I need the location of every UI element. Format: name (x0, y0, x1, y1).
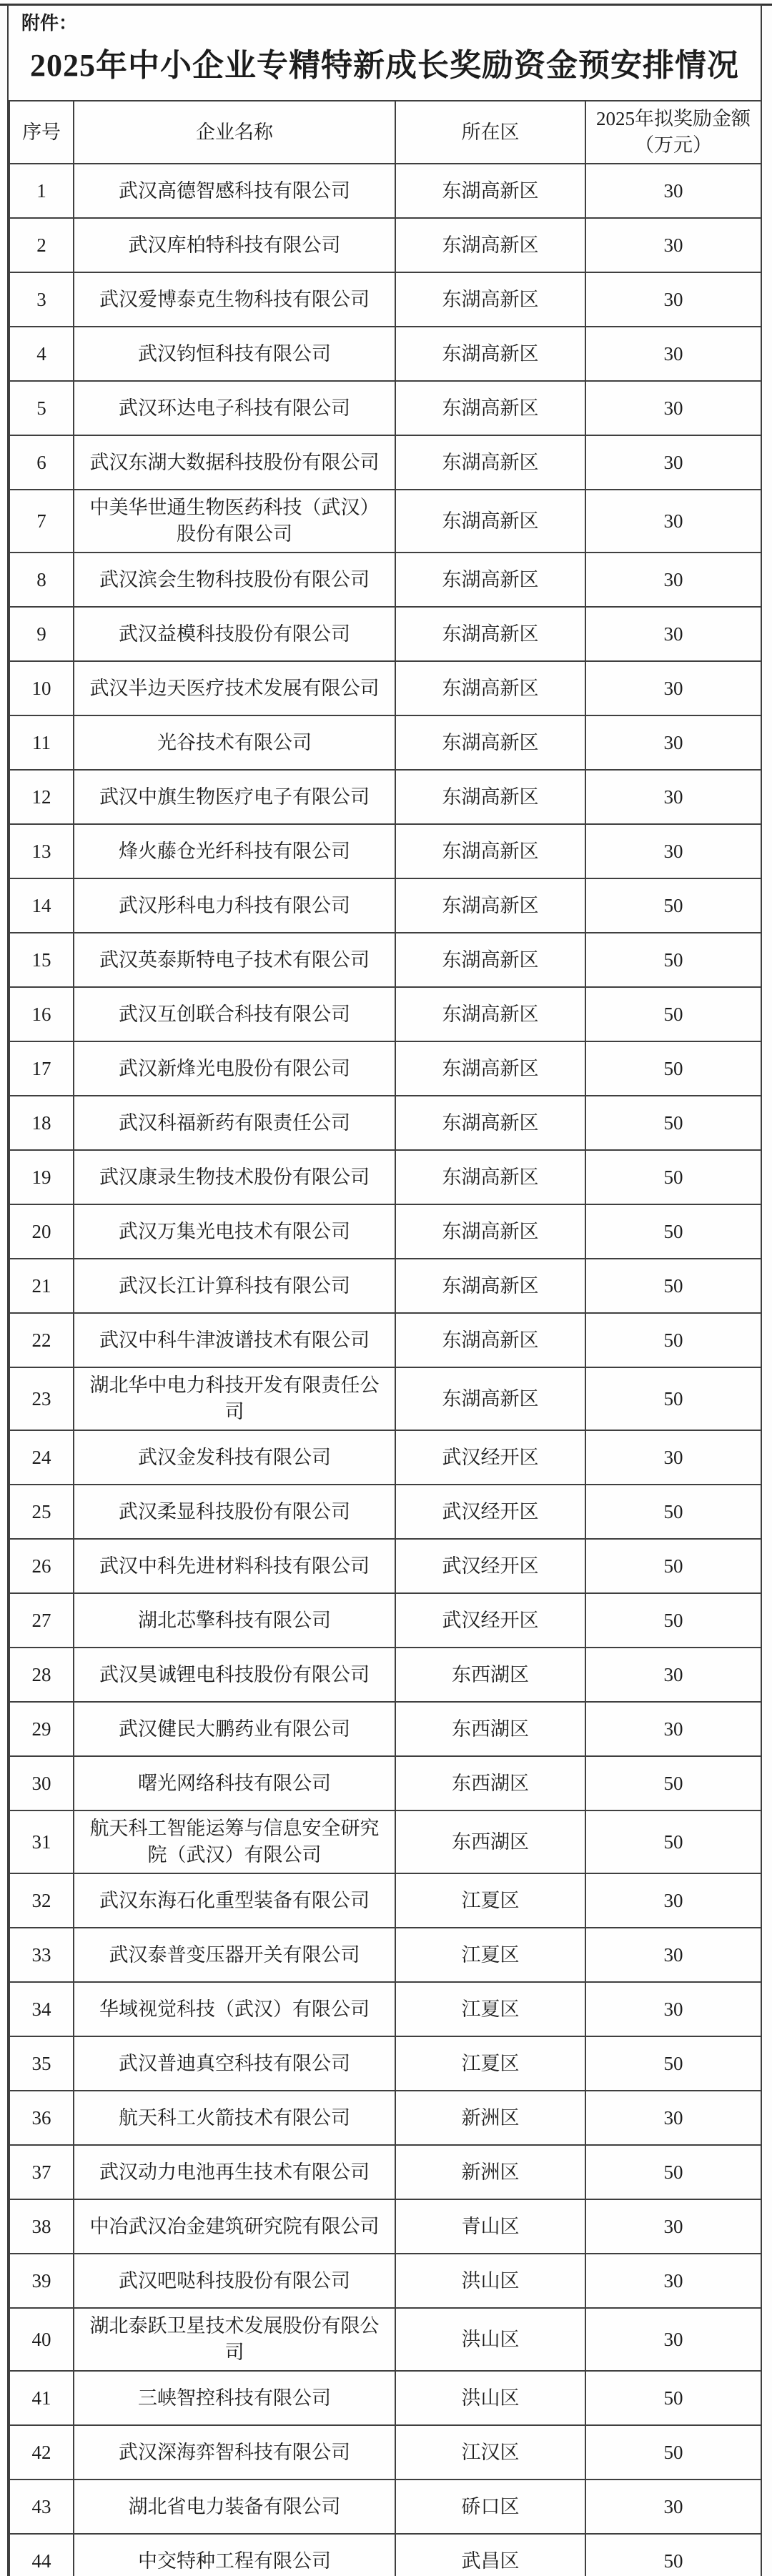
table-row (9, 1810, 761, 1873)
index-cell: 16 (9, 987, 74, 1041)
amount-cell: 50 (585, 2425, 761, 2480)
amount-cell: 30 (585, 824, 761, 878)
company-cell: 烽火藤仓光纤科技有限公司 (74, 824, 395, 878)
amount-cell: 30 (585, 2199, 761, 2254)
district-cell: 新洲区 (395, 2091, 585, 2145)
company-cell: 武汉普迪真空科技有限公司 (74, 2036, 395, 2091)
district-cell: 东湖高新区 (395, 661, 585, 715)
company-cell: 武汉新烽光电股份有限公司 (74, 1041, 395, 1096)
company-cell: 武汉健民大鹏药业有限公司 (74, 1702, 395, 1756)
company-cell: 武汉滨会生物科技股份有限公司 (74, 553, 395, 607)
amount-cell: 30 (585, 272, 761, 327)
index-cell: 39 (9, 2254, 74, 2308)
index-cell: 40 (9, 2308, 74, 2371)
district-cell: 新洲区 (395, 2145, 585, 2199)
reward-table (9, 100, 762, 2576)
district-cell: 东湖高新区 (395, 1313, 585, 1367)
amount-cell: 50 (585, 987, 761, 1041)
district-cell: 洪山区 (395, 2254, 585, 2308)
amount-cell: 50 (585, 1539, 761, 1593)
amount-cell: 30 (585, 327, 761, 381)
table-row (9, 1928, 761, 1982)
table-row (9, 218, 761, 272)
amount-cell: 30 (585, 164, 761, 218)
index-cell: 1 (9, 164, 74, 218)
index-cell: 7 (9, 490, 74, 553)
company-cell: 武汉泰普变压器开关有限公司 (74, 1928, 395, 1982)
amount-cell: 50 (585, 1150, 761, 1204)
index-cell: 27 (9, 1593, 74, 1648)
index-cell: 19 (9, 1150, 74, 1204)
district-cell: 东湖高新区 (395, 770, 585, 824)
district-cell: 东西湖区 (395, 1810, 585, 1873)
amount-cell: 50 (585, 1313, 761, 1367)
index-cell: 24 (9, 1430, 74, 1485)
district-cell: 江夏区 (395, 1928, 585, 1982)
company-cell: 武汉深海弈智科技有限公司 (74, 2425, 395, 2480)
index-cell: 31 (9, 1810, 74, 1873)
district-cell: 东湖高新区 (395, 327, 585, 381)
company-cell: 武汉昊诚锂电科技股份有限公司 (74, 1648, 395, 1702)
index-cell: 2 (9, 218, 74, 272)
amount-cell: 50 (585, 1367, 761, 1430)
amount-cell: 50 (585, 2145, 761, 2199)
district-cell: 武汉经开区 (395, 1593, 585, 1648)
table-row (9, 2371, 761, 2425)
amount-cell: 30 (585, 661, 761, 715)
company-cell: 武汉英泰斯特电子技术有限公司 (74, 933, 395, 987)
table-row (9, 770, 761, 824)
table-row (9, 1873, 761, 1928)
district-cell: 江夏区 (395, 1873, 585, 1928)
amount-cell: 30 (585, 2254, 761, 2308)
table-row (9, 1702, 761, 1756)
header-amount-line2: （万元） (635, 134, 712, 156)
index-cell: 25 (9, 1485, 74, 1539)
district-cell: 东湖高新区 (395, 164, 585, 218)
district-cell: 东湖高新区 (395, 218, 585, 272)
table-row (9, 2308, 761, 2371)
header-amount-line1: 2025年拟奖励金额 (596, 108, 751, 129)
district-cell: 江汉区 (395, 2425, 585, 2480)
district-cell: 东湖高新区 (395, 1367, 585, 1430)
company-cell: 武汉爱博泰克生物科技有限公司 (74, 272, 395, 327)
amount-cell: 50 (585, 1204, 761, 1259)
district-cell: 东湖高新区 (395, 607, 585, 661)
amount-cell: 30 (585, 490, 761, 553)
company-cell: 武汉动力电池再生技术有限公司 (74, 2145, 395, 2199)
table-row (9, 1367, 761, 1430)
company-cell: 武汉钧恒科技有限公司 (74, 327, 395, 381)
index-cell: 4 (9, 327, 74, 381)
company-cell: 武汉中科牛津波谱技术有限公司 (74, 1313, 395, 1367)
company-cell: 武汉高德智感科技有限公司 (74, 164, 395, 218)
index-cell: 15 (9, 933, 74, 987)
company-cell: 武汉康录生物技术股份有限公司 (74, 1150, 395, 1204)
company-cell: 武汉益模科技股份有限公司 (74, 607, 395, 661)
district-cell: 洪山区 (395, 2308, 585, 2371)
index-cell: 22 (9, 1313, 74, 1367)
district-cell: 东湖高新区 (395, 1204, 585, 1259)
company-cell: 湖北芯擎科技有限公司 (74, 1593, 395, 1648)
header-index: 序号 (9, 101, 74, 164)
index-cell: 37 (9, 2145, 74, 2199)
district-cell: 东湖高新区 (395, 553, 585, 607)
company-cell: 湖北泰跃卫星技术发展股份有限公司 (74, 2308, 395, 2371)
table-row (9, 1756, 761, 1810)
table-row (9, 1485, 761, 1539)
table-row (9, 661, 761, 715)
company-cell: 武汉东湖大数据科技股份有限公司 (74, 435, 395, 490)
amount-cell: 50 (585, 1593, 761, 1648)
table-row (9, 1648, 761, 1702)
district-cell: 洪山区 (395, 2371, 585, 2425)
amount-cell: 30 (585, 607, 761, 661)
header-company: 企业名称 (74, 101, 395, 164)
amount-cell: 30 (585, 715, 761, 770)
table-row (9, 1150, 761, 1204)
district-cell: 东湖高新区 (395, 435, 585, 490)
table-row (9, 607, 761, 661)
company-cell: 武汉科福新药有限责任公司 (74, 1096, 395, 1150)
table-row (9, 824, 761, 878)
company-cell: 湖北华中电力科技开发有限责任公司 (74, 1367, 395, 1430)
company-cell: 湖北省电力装备有限公司 (74, 2480, 395, 2534)
company-cell: 光谷技术有限公司 (74, 715, 395, 770)
header-district: 所在区 (395, 101, 585, 164)
district-cell: 东湖高新区 (395, 1150, 585, 1204)
table-row (9, 1096, 761, 1150)
amount-cell: 50 (585, 1756, 761, 1810)
table-row (9, 2254, 761, 2308)
table-row (9, 2145, 761, 2199)
index-cell: 30 (9, 1756, 74, 1810)
table-row (9, 2199, 761, 2254)
district-cell: 东湖高新区 (395, 824, 585, 878)
district-cell: 东西湖区 (395, 1648, 585, 1702)
amount-cell: 30 (585, 218, 761, 272)
index-cell: 11 (9, 715, 74, 770)
index-cell: 44 (9, 2534, 74, 2576)
amount-cell: 50 (585, 878, 761, 933)
company-cell: 华域视觉科技（武汉）有限公司 (74, 1982, 395, 2036)
index-cell: 35 (9, 2036, 74, 2091)
district-cell: 武昌区 (395, 2534, 585, 2576)
index-cell: 6 (9, 435, 74, 490)
table-row (9, 878, 761, 933)
company-cell: 武汉金发科技有限公司 (74, 1430, 395, 1485)
amount-cell: 50 (585, 2534, 761, 2576)
amount-cell: 30 (585, 1873, 761, 1928)
company-cell: 武汉彤科电力科技有限公司 (74, 878, 395, 933)
district-cell: 武汉经开区 (395, 1539, 585, 1593)
district-cell: 东湖高新区 (395, 381, 585, 435)
table-row (9, 715, 761, 770)
attachment-label: 附件： (21, 13, 78, 34)
attachment-document (7, 4, 762, 2576)
district-cell: 东湖高新区 (395, 272, 585, 327)
index-cell: 38 (9, 2199, 74, 2254)
table-row (9, 933, 761, 987)
document-head (9, 6, 761, 100)
amount-cell: 30 (585, 770, 761, 824)
index-cell: 34 (9, 1982, 74, 2036)
table-row (9, 2036, 761, 2091)
amount-cell: 50 (585, 933, 761, 987)
table-row (9, 164, 761, 218)
company-cell: 武汉库柏特科技有限公司 (74, 218, 395, 272)
amount-cell: 30 (585, 1702, 761, 1756)
amount-cell: 30 (585, 435, 761, 490)
table-row (9, 1430, 761, 1485)
index-cell: 21 (9, 1259, 74, 1313)
company-cell: 航天科工火箭技术有限公司 (74, 2091, 395, 2145)
company-cell: 武汉环达电子科技有限公司 (74, 381, 395, 435)
amount-cell: 50 (585, 1810, 761, 1873)
index-cell: 18 (9, 1096, 74, 1150)
company-cell: 三峡智控科技有限公司 (74, 2371, 395, 2425)
company-cell: 中冶武汉冶金建筑研究院有限公司 (74, 2199, 395, 2254)
table-row (9, 1204, 761, 1259)
amount-cell: 50 (585, 2371, 761, 2425)
company-cell: 武汉东海石化重型装备有限公司 (74, 1873, 395, 1928)
amount-cell: 50 (585, 1096, 761, 1150)
district-cell: 东湖高新区 (395, 878, 585, 933)
table-row (9, 553, 761, 607)
index-cell: 28 (9, 1648, 74, 1702)
table-row (9, 1539, 761, 1593)
district-cell: 东西湖区 (395, 1756, 585, 1810)
table-row (9, 435, 761, 490)
company-cell: 武汉万集光电技术有限公司 (74, 1204, 395, 1259)
page-title: 2025年中小企业专精特新成长奖励资金预安排情况 (30, 48, 739, 83)
table-row (9, 2425, 761, 2480)
amount-cell: 30 (585, 2308, 761, 2371)
index-cell: 41 (9, 2371, 74, 2425)
amount-cell: 30 (585, 2480, 761, 2534)
amount-cell: 50 (585, 1041, 761, 1096)
table-row (9, 2534, 761, 2576)
district-cell: 东西湖区 (395, 1702, 585, 1756)
table-row (9, 2480, 761, 2534)
company-cell: 曙光网络科技有限公司 (74, 1756, 395, 1810)
index-cell: 20 (9, 1204, 74, 1259)
index-cell: 23 (9, 1367, 74, 1430)
district-cell: 东湖高新区 (395, 1096, 585, 1150)
table-row (9, 381, 761, 435)
district-cell: 武汉经开区 (395, 1485, 585, 1539)
amount-cell: 50 (585, 1485, 761, 1539)
index-cell: 8 (9, 553, 74, 607)
district-cell: 东湖高新区 (395, 987, 585, 1041)
company-cell: 航天科工智能运筹与信息安全研究院（武汉）有限公司 (74, 1810, 395, 1873)
table-row (9, 272, 761, 327)
company-cell: 武汉半边天医疗技术发展有限公司 (74, 661, 395, 715)
district-cell: 东湖高新区 (395, 1259, 585, 1313)
table-row (9, 2091, 761, 2145)
district-cell: 硚口区 (395, 2480, 585, 2534)
district-cell: 青山区 (395, 2199, 585, 2254)
district-cell: 东湖高新区 (395, 1041, 585, 1096)
header-amount (585, 101, 761, 164)
index-cell: 9 (9, 607, 74, 661)
amount-cell: 30 (585, 1982, 761, 2036)
amount-cell: 30 (585, 553, 761, 607)
amount-cell: 50 (585, 2036, 761, 2091)
company-cell: 武汉中旗生物医疗电子有限公司 (74, 770, 395, 824)
amount-cell: 30 (585, 1928, 761, 1982)
district-cell: 东湖高新区 (395, 715, 585, 770)
table-row (9, 1313, 761, 1367)
index-cell: 42 (9, 2425, 74, 2480)
district-cell: 东湖高新区 (395, 490, 585, 553)
index-cell: 33 (9, 1928, 74, 1982)
table-row (9, 987, 761, 1041)
company-cell: 武汉柔显科技股份有限公司 (74, 1485, 395, 1539)
district-cell: 江夏区 (395, 2036, 585, 2091)
index-cell: 13 (9, 824, 74, 878)
reward-table-head (9, 101, 761, 164)
amount-cell: 30 (585, 381, 761, 435)
table-row (9, 1259, 761, 1313)
index-cell: 26 (9, 1539, 74, 1593)
company-cell: 中交特种工程有限公司 (74, 2534, 395, 2576)
index-cell: 43 (9, 2480, 74, 2534)
index-cell: 36 (9, 2091, 74, 2145)
table-row (9, 1041, 761, 1096)
index-cell: 14 (9, 878, 74, 933)
index-cell: 5 (9, 381, 74, 435)
index-cell: 3 (9, 272, 74, 327)
index-cell: 32 (9, 1873, 74, 1928)
company-cell: 武汉长江计算科技有限公司 (74, 1259, 395, 1313)
table-row (9, 490, 761, 553)
company-cell: 武汉吧哒科技股份有限公司 (74, 2254, 395, 2308)
amount-cell: 50 (585, 1259, 761, 1313)
company-cell: 武汉互创联合科技有限公司 (74, 987, 395, 1041)
index-cell: 12 (9, 770, 74, 824)
company-table-body (9, 164, 761, 2576)
company-cell: 武汉中科先进材料科技有限公司 (74, 1539, 395, 1593)
header-row (9, 101, 761, 164)
district-cell: 武汉经开区 (395, 1430, 585, 1485)
table-row (9, 1593, 761, 1648)
amount-cell: 30 (585, 2091, 761, 2145)
index-cell: 17 (9, 1041, 74, 1096)
company-cell: 中美华世通生物医药科技（武汉）股份有限公司 (74, 490, 395, 553)
index-cell: 10 (9, 661, 74, 715)
district-cell: 江夏区 (395, 1982, 585, 2036)
index-cell: 29 (9, 1702, 74, 1756)
district-cell: 东湖高新区 (395, 933, 585, 987)
table-row (9, 1982, 761, 2036)
amount-cell: 30 (585, 1648, 761, 1702)
table-row (9, 327, 761, 381)
amount-cell: 30 (585, 1430, 761, 1485)
